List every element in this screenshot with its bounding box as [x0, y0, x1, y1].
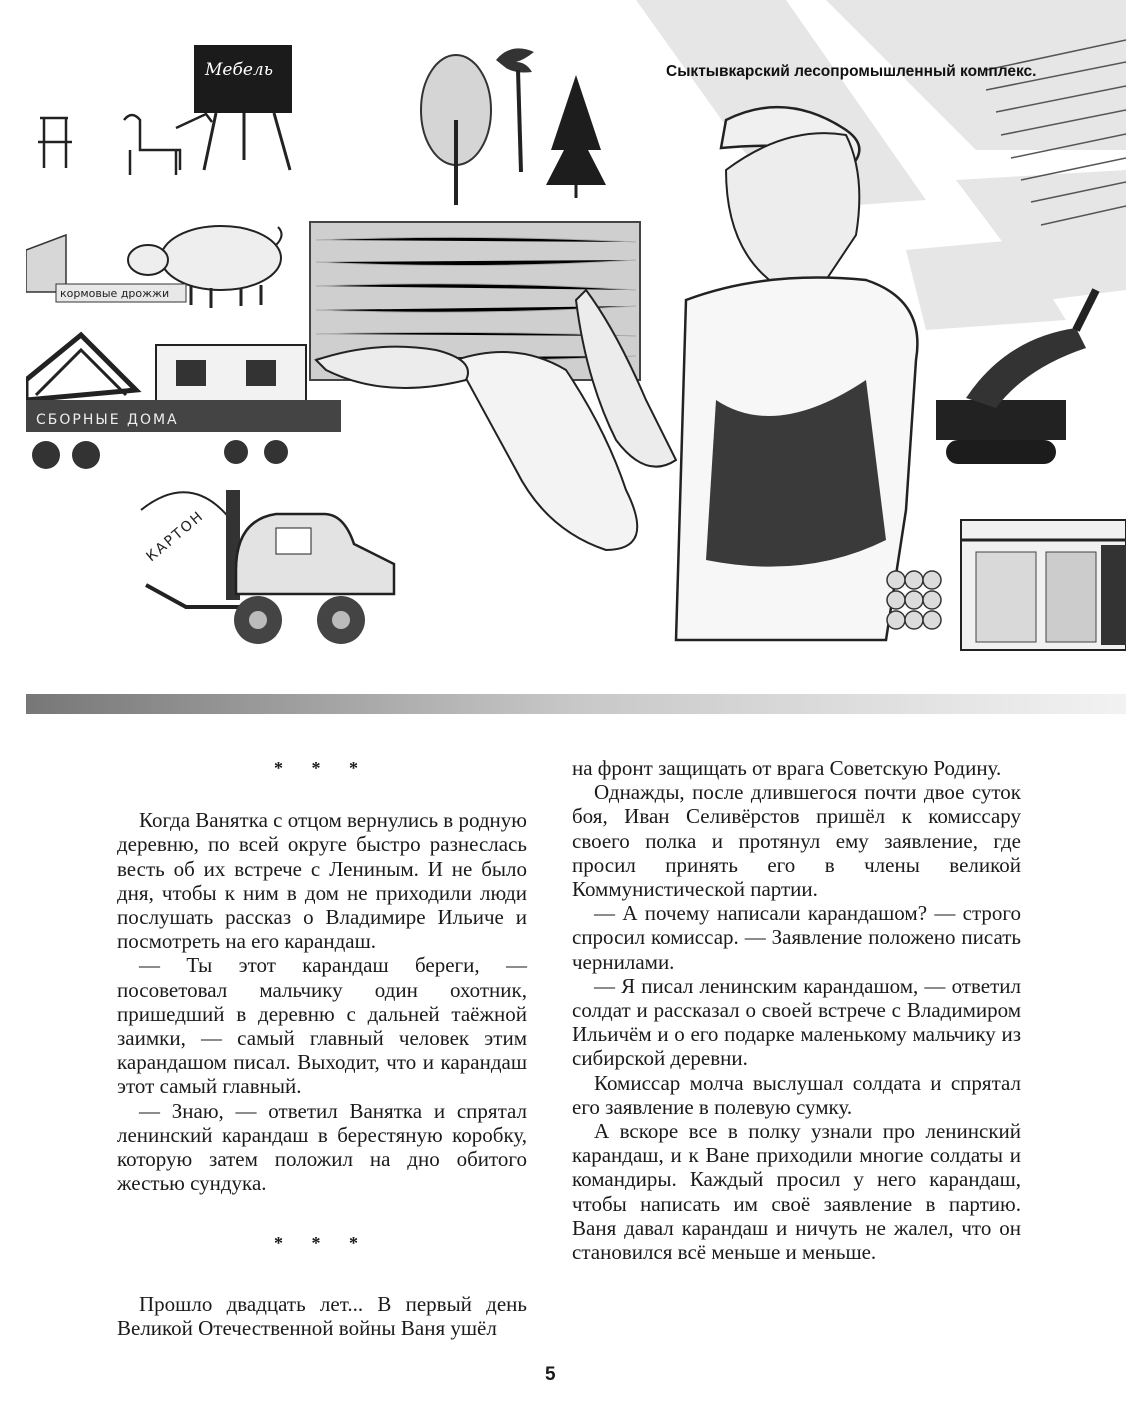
divider-bar [26, 694, 1126, 714]
section-separator: * * * [274, 1233, 370, 1254]
paragraph: Однажды, после длившегося почти двое суток боя, Иван Селивёрстов пришёл к комиссару своего полка и протянул ему заявление, где просил принять его в члены великой Коммунистической партии. [572, 780, 1021, 902]
page-number: 5 [545, 1364, 556, 1385]
chairs-icon [38, 114, 212, 175]
yeast-sign-label: кормовые дрожжи [60, 287, 170, 300]
paragraph: на фронт защищать от врага Советскую Родину. [572, 756, 1002, 780]
paragraph: — Я писал ленинским карандашом, — ответил солдат и рассказал о своей встрече с Владимиром Ильичём и о его подарке маленькому мальчику из сибирской деревни. [572, 973, 1021, 1071]
paragraph: Прошло двадцать лет... В первый день Великой Отечественной войны Ваня ушёл [117, 1291, 527, 1340]
paragraph: Комиссар молча выслушал солдата и спрятал его заявление в полевую сумку. [572, 1070, 1021, 1119]
illustration [26, 0, 1126, 716]
paragraph: — Ты этот карандаш береги, — посоветовал мальчику один охотник, пришедший в деревню с дальней таёжной заимки, — самый главный человек этим карандашом писал. Выходит, что и карандаш этот самый главный. [117, 953, 527, 1099]
text-column-right [572, 756, 1021, 1264]
paragraph: Когда Ванятка с отцом вернулись в родную деревню, по всей округе быстро разнеслась весть об их встрече с Лениным. И не было дня, чтобы к ним в дом не приходили люди послушать рассказ о Владимире Ильиче и посмотреть на его карандаш. [117, 808, 527, 954]
prefab-houses-train [26, 335, 341, 469]
furniture-sign [194, 45, 292, 170]
forklift-truck [141, 490, 394, 644]
paragraph: — А почему написали карандашом? — строго спросил комиссар. — Заявление положено писать чернилами. [572, 901, 1021, 974]
sky-strokes [636, 0, 1126, 330]
text-column-left [117, 756, 527, 1340]
furniture-sign-label: Мебель [205, 60, 273, 80]
section-separator: * * * [274, 758, 370, 778]
pig-icon [26, 226, 282, 308]
illustration-caption: Сыктывкарский лесопромышленный комплекс. [666, 63, 1037, 80]
lumber-stacks [887, 520, 1126, 650]
cardboard-sign-label: КАРТОН [143, 507, 208, 566]
paragraph: — Знаю, — ответил Ванятка и спрятал ленинский карандаш в берестяную коробку, которую затем положил на дно обитого жестью сундука. [117, 1098, 527, 1196]
worker-figure [316, 107, 917, 640]
houses-sign-label: СБОРНЫЕ ДОМА [36, 412, 179, 428]
paragraph: А вскоре все в полку узнали про ленинский карандаш, и к Ване приходили многие солдаты и командиры. Каждый просил у него карандаш, чтобы написать им своё заявление в партию. Ваня давал карандаш и ничуть не жалел, что он становился всё меньше и меньше. [572, 1119, 1021, 1265]
trees-icon [421, 48, 606, 205]
